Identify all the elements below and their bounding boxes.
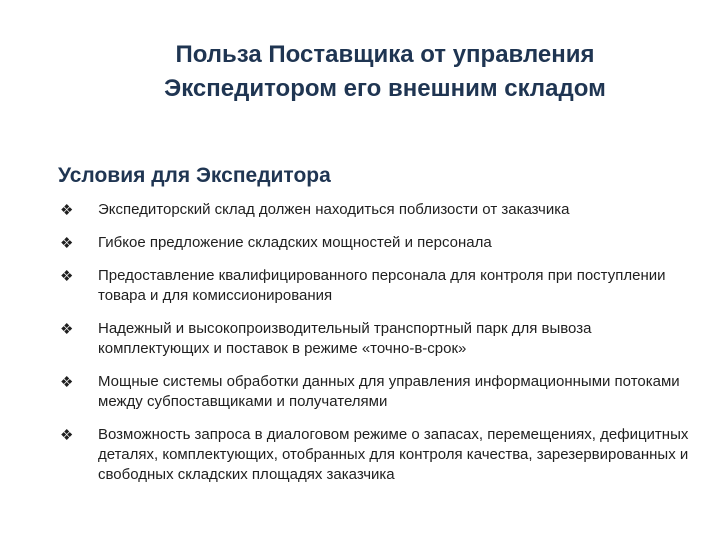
list-item [60,319,700,359]
list-item [60,233,700,253]
list-item-text: Гибкое предложение складских мощностей и персонала [98,234,492,251]
list-item-text: Экспедиторский склад должен находиться поблизости от заказчика [98,201,570,218]
slide-title-line-2: Экспедитором его внешним складом [164,75,606,102]
list-item [60,200,700,220]
slide-title-line-1: Польза Поставщика от управления [175,41,595,68]
diamond-bullet-icon: ❖ [60,374,74,391]
bullet-list [60,200,700,498]
list-item [60,266,700,306]
list-item-text: Предоставление квалифицированного персонала для контроля при поступлении товара и для комиссионирования [98,267,666,304]
slide-title [90,38,680,106]
diamond-bullet-icon: ❖ [60,202,74,219]
diamond-bullet-icon: ❖ [60,235,74,252]
list-item-text: Мощные системы обработки данных для управления информационными потоками между субпоставщиками и получателями [98,373,680,410]
diamond-bullet-icon: ❖ [60,427,74,444]
list-item [60,425,700,485]
list-item-text: Возможность запроса в диалоговом режиме о запасах, перемещениях, дефицитных деталях, комплектующих, отобранных для контроля качества, зарезервированных и свободных складских площадях заказчика [98,426,689,483]
section-heading: Условия для Экспедитора [58,164,331,187]
list-item [60,372,700,412]
diamond-bullet-icon: ❖ [60,268,74,285]
list-item-text: Надежный и высокопроизводительный транспортный парк для вывоза комплектующих и поставок в режиме «точно-в-срок» [98,320,592,357]
diamond-bullet-icon: ❖ [60,321,74,338]
